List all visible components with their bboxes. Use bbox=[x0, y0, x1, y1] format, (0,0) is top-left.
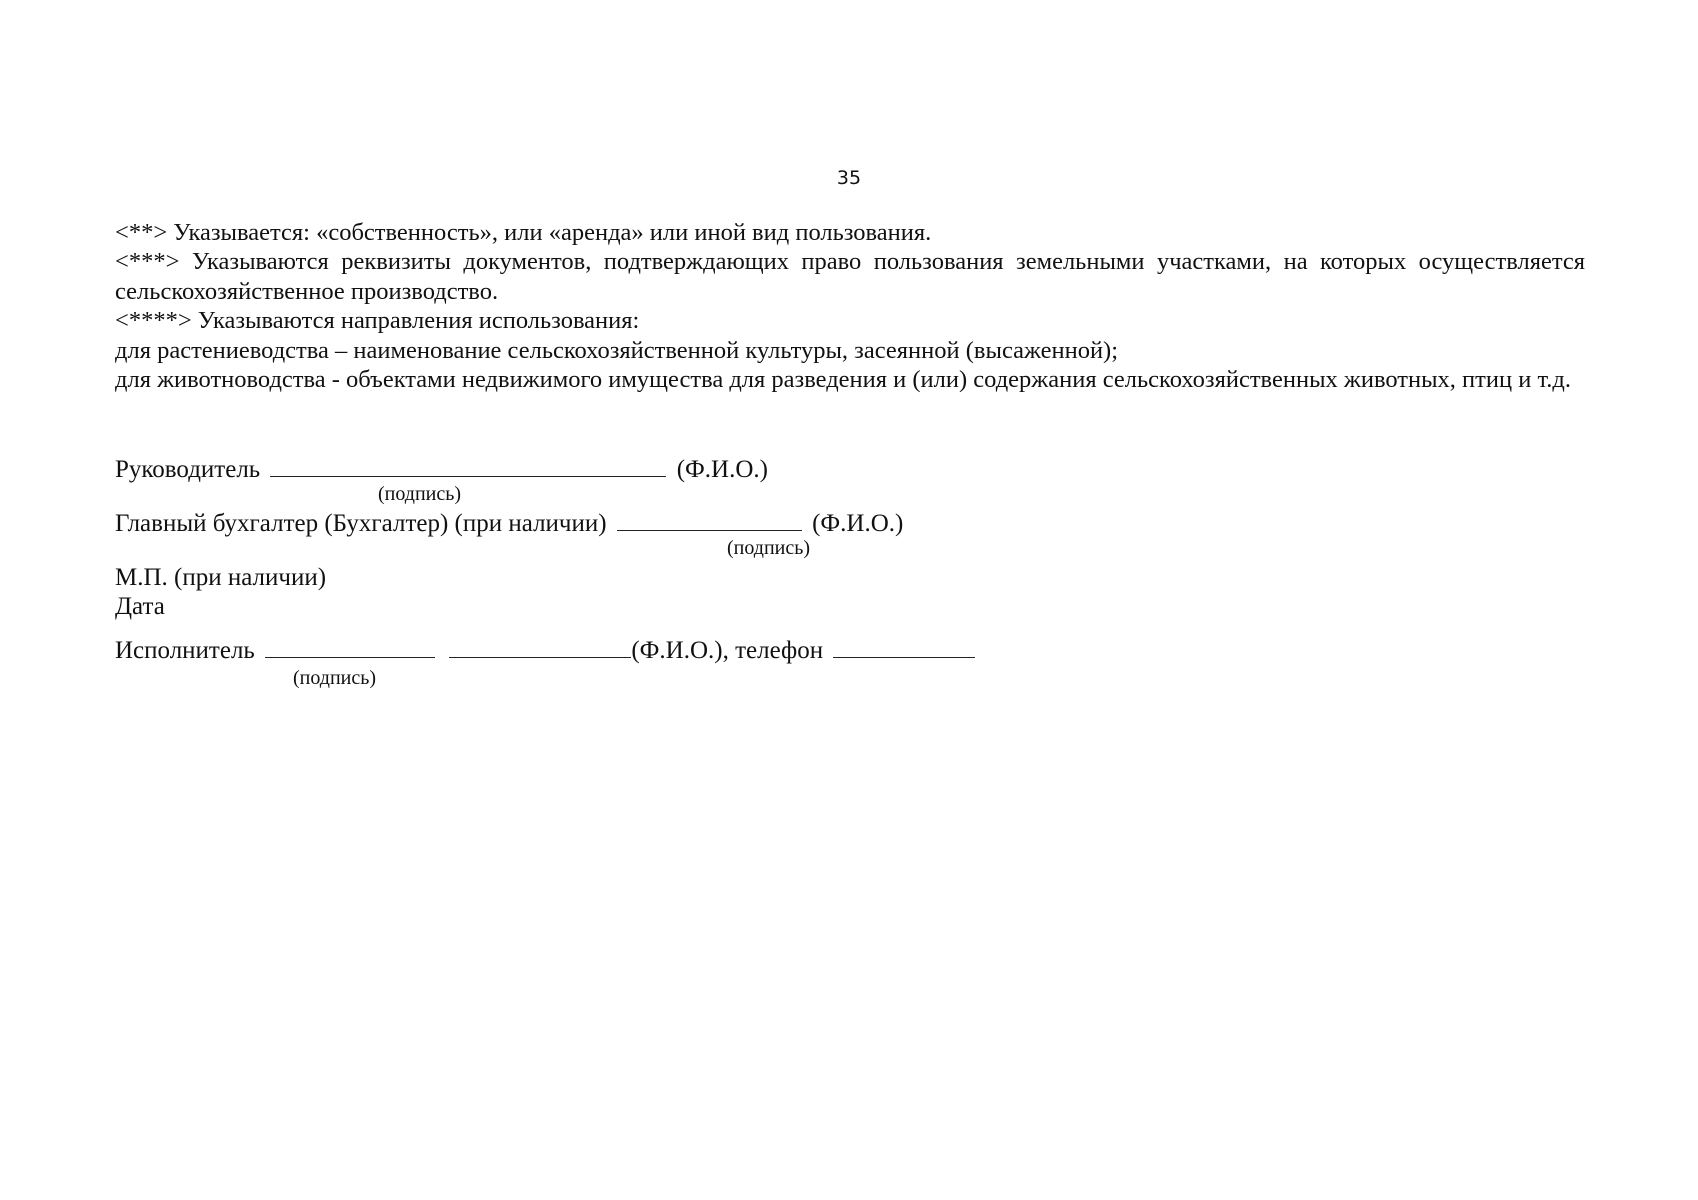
footnote-ownership-type: <**> Указывается: «собственность», или «аренда» или иной вид пользования. bbox=[115, 219, 932, 246]
signature-executor-sign-blank bbox=[265, 635, 435, 658]
date-label: Дата bbox=[115, 593, 165, 620]
page-number: 35 bbox=[836, 167, 862, 189]
signature-head-caption: (подпись) bbox=[378, 483, 462, 505]
signature-accountant-blank bbox=[617, 508, 802, 531]
signature-head-fio: (Ф.И.О.) bbox=[676, 456, 768, 483]
footnote-usage-directions: <****> Указываются направления использования: bbox=[115, 307, 640, 335]
signature-executor-row bbox=[115, 635, 979, 666]
footnote-crop-production: для растениеводства – наименование сельскохозяйственной культуры, засеянной (высаженной); bbox=[115, 336, 1119, 364]
signature-head-row bbox=[115, 454, 768, 485]
signature-head-blank bbox=[270, 454, 666, 477]
footnotes-block bbox=[115, 218, 1585, 394]
stamp-label: М.П. (при наличии) bbox=[115, 564, 327, 591]
footnote-livestock: для животноводства - объектами недвижимого имущества для разведения и (или) содержания сельскохозяйственных животных, птиц и т.д. bbox=[115, 366, 1572, 394]
signature-executor-label: Исполнитель bbox=[115, 637, 255, 664]
signature-head-label: Руководитель bbox=[115, 456, 261, 483]
signature-executor-phone-blank bbox=[833, 635, 975, 658]
signature-accountant-fio: (Ф.И.О.) bbox=[812, 510, 904, 537]
signature-accountant-label: Главный бухгалтер (Бухгалтер) (при наличии) bbox=[115, 510, 607, 537]
signature-accountant-caption: (подпись) bbox=[727, 537, 811, 559]
footnote-land-documents: <***> Указываются реквизиты документов, подтверждающих право пользования земельными участками, на которых осуществляется сельскохозяйственное производство. bbox=[115, 248, 1585, 305]
signature-accountant-row bbox=[115, 508, 903, 539]
signature-executor-fio: (Ф.И.О.), телефон bbox=[631, 637, 824, 664]
signature-executor-caption: (подпись) bbox=[293, 667, 377, 689]
signature-executor-name-blank bbox=[449, 635, 631, 658]
